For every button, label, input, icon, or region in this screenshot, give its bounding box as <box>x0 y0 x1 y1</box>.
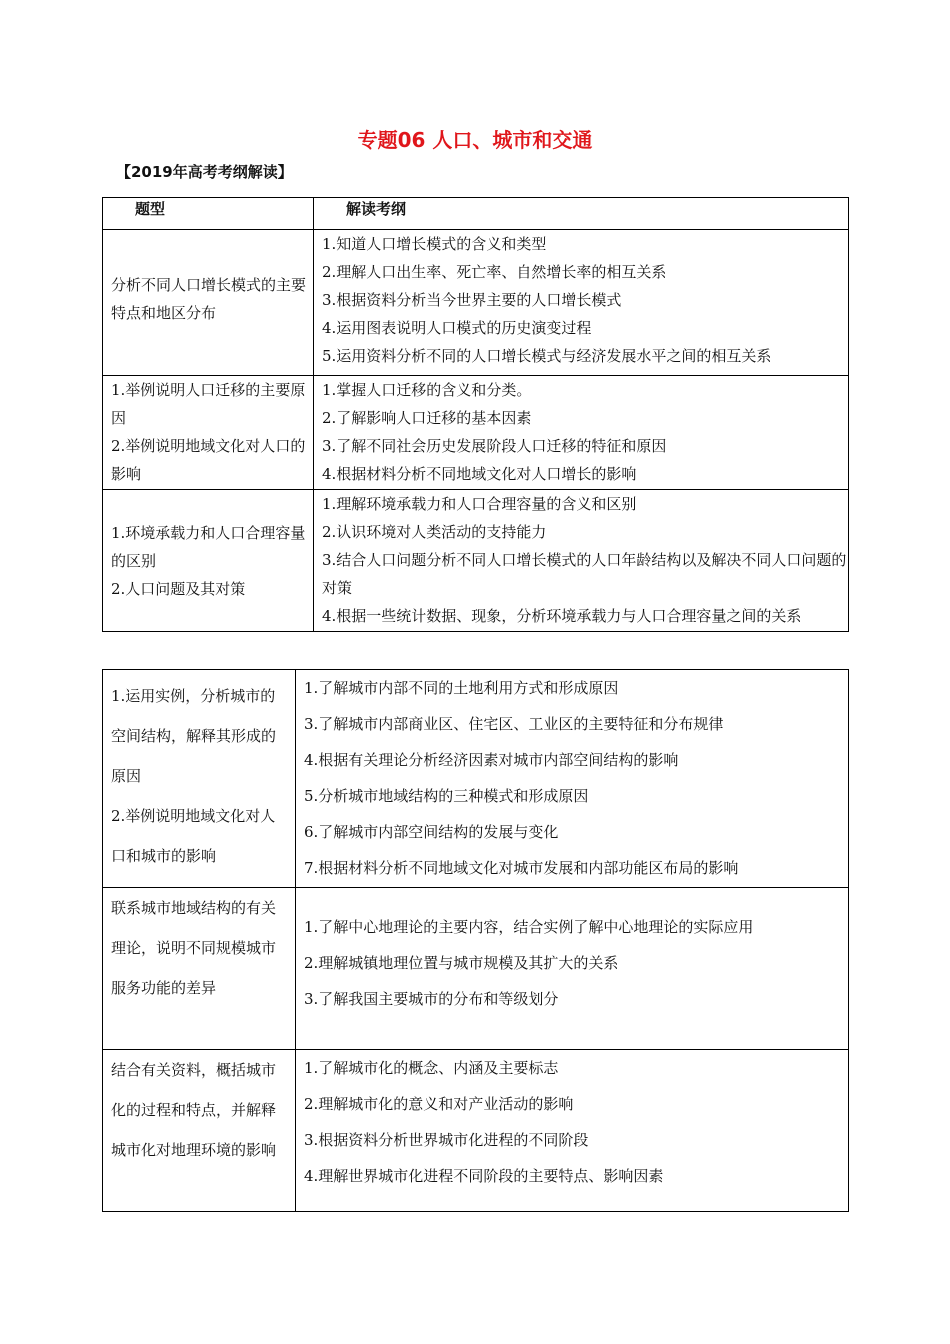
table-row <box>103 1050 849 1212</box>
list-item: 3.了解不同社会历史发展阶段人口迁移的特征和原因 <box>322 437 667 455</box>
list-item: 1.了解中心地理论的主要内容，结合实例了解中心地理论的实际应用 <box>304 917 754 936</box>
header-question-type: 题型 <box>103 198 314 230</box>
list-item: 3.根据资料分析世界城市化进程的不同阶段 <box>304 1131 589 1149</box>
list-item: 4.根据一些统计数据、现象，分析环境承载力与人口合理容量之间的关系 <box>322 607 802 625</box>
syllabus-table-population <box>102 197 849 632</box>
topic-text: 1.环境承载力和人口合理容量的区别 2.人口问题及其对策 <box>111 523 306 598</box>
row-points <box>314 490 849 632</box>
list-item: 4.理解世界城市化进程不同阶段的主要特点、影响因素 <box>304 1167 664 1185</box>
row-topic <box>103 490 314 632</box>
row-points <box>296 670 849 888</box>
list-item: 3.了解我国主要城市的分布和等级划分 <box>304 989 559 1008</box>
list-item: 5.分析城市地域结构的三种模式和形成原因 <box>304 787 589 805</box>
list-item: 2.理解人口出生率、死亡率、自然增长率的相互关系 <box>322 263 667 281</box>
row-topic <box>103 1050 296 1212</box>
list-item: 1.了解城市内部不同的土地利用方式和形成原因 <box>304 679 619 697</box>
list-item: 1.了解城市化的概念、内涵及主要标志 <box>304 1059 559 1077</box>
header-syllabus-interpretation: 解读考纲 <box>314 198 849 230</box>
list-item: 1.知道人口增长模式的含义和类型 <box>322 235 547 253</box>
list-item: 3.根据资料分析当今世界主要的人口增长模式 <box>322 291 622 309</box>
table-row <box>103 376 849 490</box>
table-header-row <box>103 198 849 230</box>
table-row <box>103 490 849 632</box>
list-item: 1.理解环境承载力和人口合理容量的含义和区别 <box>322 495 637 513</box>
table-row <box>103 230 849 376</box>
list-item: 4.根据有关理论分析经济因素对城市内部空间结构的影响 <box>304 751 679 769</box>
list-item: 2.理解城市化的意义和对产业活动的影响 <box>304 1095 574 1113</box>
topic-text: 1.举例说明人口迁移的主要原因 2.举例说明地域文化对人口的影响 <box>111 381 306 483</box>
topic-text: 结合有关资料，概括城市化的过程和特点，并解释城市化对地理环境的影响 <box>111 1061 277 1159</box>
list-item: 4.根据材料分析不同地域文化对人口增长的影响 <box>322 465 637 483</box>
list-item: 7.根据材料分析不同地域文化对城市发展和内部功能区布局的影响 <box>304 859 739 877</box>
row-topic <box>103 230 314 376</box>
topic-text: 分析不同人口增长模式的主要特点和地区分布 <box>111 275 307 322</box>
list-item: 4.运用图表说明人口模式的历史演变过程 <box>322 319 592 337</box>
row-topic <box>103 376 314 490</box>
row-points <box>296 888 849 1050</box>
list-item: 3.了解城市内部商业区、住宅区、工业区的主要特征和分布规律 <box>304 715 724 733</box>
table-row <box>103 670 849 888</box>
syllabus-table-city <box>102 669 849 1212</box>
topic-text: 1.运用实例，分析城市的空间结构，解释其形成的原因 2.举例说明地域文化对人口和城市的影响 <box>111 687 277 865</box>
list-item: 2.了解影响人口迁移的基本因素 <box>322 409 532 427</box>
row-points <box>296 1050 849 1212</box>
row-topic <box>103 888 296 1050</box>
list-item: 1.掌握人口迁移的含义和分类。 <box>322 381 532 399</box>
page-title: 专题06 人口、城市和交通 <box>357 128 593 152</box>
list-item: 3.结合人口问题分析不同人口增长模式的人口年龄结构以及解决不同人口问题的对策 <box>322 551 847 597</box>
list-item: 2.理解城镇地理位置与城市规模及其扩大的关系 <box>304 953 619 972</box>
row-points <box>314 230 849 376</box>
row-topic <box>103 670 296 888</box>
list-item: 6.了解城市内部空间结构的发展与变化 <box>304 823 559 841</box>
list-item: 5.运用资料分析不同的人口增长模式与经济发展水平之间的相互关系 <box>322 347 772 365</box>
section-subheading: 【2019年高考考纲解读】 <box>116 163 293 181</box>
list-item: 2.认识环境对人类活动的支持能力 <box>322 523 547 541</box>
table-row <box>103 888 849 1050</box>
topic-text: 联系城市地域结构的有关理论，说明不同规模城市服务功能的差异 <box>111 899 277 997</box>
row-points <box>314 376 849 490</box>
